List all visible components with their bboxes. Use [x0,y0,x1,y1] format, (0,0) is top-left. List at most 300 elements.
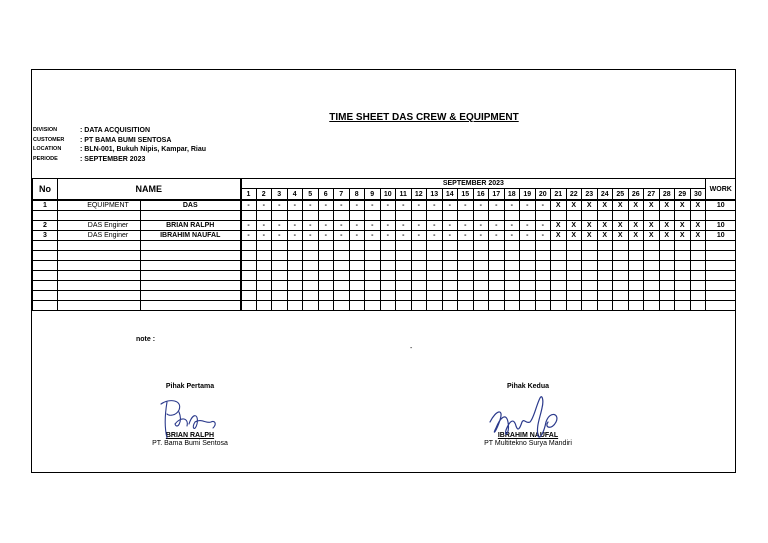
day-cell: - [303,231,319,241]
day-cell [318,241,334,251]
day-cell [535,281,551,291]
day-cell [318,261,334,271]
day-cell [551,271,567,281]
day-cell [303,261,319,271]
day-cell [303,211,319,221]
day-header: 9 [365,189,381,200]
day-header: 5 [303,189,319,200]
day-cell [597,261,613,271]
day-cell: - [396,221,412,231]
day-cell [256,271,272,281]
day-cell: - [303,200,319,211]
day-cell [613,241,629,251]
day-cell [318,291,334,301]
day-cell: X [597,231,613,241]
day-cell [427,251,443,261]
row-work [706,241,736,251]
row-role: EQUIPMENT [58,200,141,211]
info-value: : DATA ACQUISITION [80,127,150,134]
day-cell: - [489,200,505,211]
day-cell [659,251,675,261]
day-cell: X [551,200,567,211]
day-cell [287,241,303,251]
day-cell [365,251,381,261]
day-cell [551,291,567,301]
day-header: 25 [613,189,629,200]
day-cell: X [675,200,691,211]
day-cell: - [272,231,288,241]
row-role [58,271,141,281]
row-no [33,211,58,221]
day-cell: X [566,231,582,241]
day-cell: - [427,221,443,231]
day-cell [365,281,381,291]
row-role: DAS Enginer [58,231,141,241]
day-cell [396,211,412,221]
row-name [141,271,241,281]
row-no: 2 [33,221,58,231]
day-cell [272,281,288,291]
day-cell [520,301,536,311]
day-cell: - [442,200,458,211]
day-cell [303,281,319,291]
day-cell [365,211,381,221]
day-cell [520,261,536,271]
row-work [706,301,736,311]
day-cell [458,251,474,261]
document-title: TIME SHEET DAS CREW & EQUIPMENT [329,112,519,123]
day-cell [690,281,706,291]
column-header-name: NAME [58,179,241,201]
day-cell: X [551,221,567,231]
day-header: 20 [535,189,551,200]
day-cell [659,211,675,221]
day-cell [628,291,644,301]
day-cell [566,281,582,291]
day-header: 26 [628,189,644,200]
day-cell [551,281,567,291]
day-cell: - [535,231,551,241]
day-header: 22 [566,189,582,200]
day-cell: - [489,231,505,241]
day-cell [411,271,427,281]
day-cell [334,251,350,261]
day-cell [411,241,427,251]
day-cell: - [365,200,381,211]
day-cell [272,301,288,311]
day-cell [396,291,412,301]
day-cell: X [582,221,598,231]
day-cell [349,301,365,311]
day-cell: X [566,200,582,211]
row-name: DAS [141,200,241,211]
day-cell [241,241,257,251]
day-cell [597,251,613,261]
info-row-division [33,126,206,136]
day-cell [349,241,365,251]
day-cell [411,291,427,301]
note-label: note : [136,336,156,343]
day-cell [520,211,536,221]
signature-brian-image [155,394,225,442]
day-cell [644,281,660,291]
day-cell: - [241,200,257,211]
day-cell [675,271,691,281]
day-cell [489,261,505,271]
day-cell: - [365,221,381,231]
day-cell [473,271,489,281]
day-cell [613,211,629,221]
day-cell: - [458,200,474,211]
day-cell [535,261,551,271]
row-no [33,261,58,271]
row-work [706,271,736,281]
day-cell [659,241,675,251]
day-cell [256,291,272,301]
row-role [58,251,141,261]
day-cell [582,211,598,221]
day-cell: - [411,231,427,241]
day-cell [303,241,319,251]
day-cell [349,211,365,221]
day-cell [287,261,303,271]
day-cell: - [504,200,520,211]
table-row [33,261,736,271]
day-cell [241,271,257,281]
day-cell: X [690,221,706,231]
day-cell [628,261,644,271]
day-cell: - [318,221,334,231]
day-cell [644,301,660,311]
day-cell [256,241,272,251]
day-cell: X [597,221,613,231]
day-header: 18 [504,189,520,200]
day-cell [458,261,474,271]
info-label: LOCATION [33,146,62,153]
day-cell [504,291,520,301]
day-cell [365,271,381,281]
day-cell [582,251,598,261]
day-cell [380,281,396,291]
day-cell [690,241,706,251]
day-header: 6 [318,189,334,200]
day-cell [520,241,536,251]
day-cell [303,271,319,281]
row-no [33,271,58,281]
table-row [33,231,736,241]
day-cell: X [597,200,613,211]
day-cell [535,271,551,281]
day-cell: - [256,221,272,231]
day-cell: - [458,221,474,231]
day-cell [551,241,567,251]
day-cell [597,241,613,251]
info-row-customer [33,136,206,146]
day-cell [551,261,567,271]
day-cell [334,241,350,251]
day-cell [427,291,443,301]
day-cell: - [411,200,427,211]
day-cell [659,271,675,281]
day-cell: - [256,200,272,211]
info-label: CUSTOMER [33,136,65,143]
day-cell [504,281,520,291]
column-header-month: SEPTEMBER 2023 [241,179,706,189]
day-cell [535,241,551,251]
day-cell [582,301,598,311]
day-cell [365,241,381,251]
day-cell [272,291,288,301]
day-cell: X [690,231,706,241]
signature-company: PT Multitekno Surya Mandiri [484,440,572,447]
day-cell [427,281,443,291]
info-label: PERIODE [33,155,58,162]
day-cell: X [613,200,629,211]
day-cell [504,211,520,221]
day-cell [597,281,613,291]
day-header: 29 [675,189,691,200]
day-cell [458,241,474,251]
day-cell [473,241,489,251]
day-cell [380,211,396,221]
day-cell [675,261,691,271]
day-cell [613,301,629,311]
day-cell [489,301,505,311]
day-cell [287,301,303,311]
day-cell: X [659,231,675,241]
day-cell [613,281,629,291]
day-cell [458,291,474,301]
day-cell [675,301,691,311]
day-cell: X [582,231,598,241]
day-cell: X [659,221,675,231]
day-cell [628,281,644,291]
day-cell: - [334,221,350,231]
day-cell [303,251,319,261]
day-cell [520,271,536,281]
day-cell [628,251,644,261]
day-header: 11 [396,189,412,200]
table-row [33,281,736,291]
signature-name: BRIAN RALPH [165,432,215,439]
day-cell [396,261,412,271]
row-role [58,301,141,311]
column-header-work: WORK [706,179,736,201]
day-header: 7 [334,189,350,200]
day-header: 1 [241,189,257,200]
info-value: : PT BAMA BUMI SENTOSA [80,136,172,144]
day-cell: - [442,231,458,241]
day-cell: - [473,231,489,241]
day-header: 4 [287,189,303,200]
day-cell [442,291,458,301]
day-cell: - [272,221,288,231]
row-work: 10 [706,221,736,231]
day-cell [458,271,474,281]
day-cell [566,271,582,281]
row-work [706,251,736,261]
day-cell [380,271,396,281]
day-cell [597,291,613,301]
day-cell [597,211,613,221]
day-cell [241,251,257,261]
day-cell [365,261,381,271]
row-work [706,211,736,221]
day-cell [473,281,489,291]
table-row [33,221,736,231]
signature-title: Pihak Kedua [506,383,549,390]
day-cell [334,211,350,221]
day-cell [411,261,427,271]
table-row [33,241,736,251]
row-work: 10 [706,200,736,211]
day-cell: X [675,231,691,241]
day-cell [427,211,443,221]
day-header: 12 [411,189,427,200]
row-work [706,291,736,301]
timesheet-table [32,178,736,311]
day-cell: - [489,221,505,231]
day-cell: - [396,200,412,211]
day-cell: - [287,221,303,231]
day-cell [566,251,582,261]
day-header: 2 [256,189,272,200]
day-cell [349,261,365,271]
day-cell [520,251,536,261]
day-cell [380,251,396,261]
day-cell [504,251,520,261]
row-name [141,251,241,261]
day-header: 16 [473,189,489,200]
row-work [706,281,736,291]
day-cell [628,301,644,311]
day-cell: - [256,231,272,241]
day-cell [380,301,396,311]
day-cell: X [690,200,706,211]
day-cell: - [287,231,303,241]
day-cell [380,291,396,301]
day-header: 19 [520,189,536,200]
day-cell [644,251,660,261]
day-cell [644,291,660,301]
day-cell [272,211,288,221]
day-cell [442,261,458,271]
day-cell [628,211,644,221]
day-cell [427,241,443,251]
day-cell [442,241,458,251]
day-cell [535,211,551,221]
day-cell [613,291,629,301]
row-no: 1 [33,200,58,211]
day-cell [380,241,396,251]
day-cell: - [334,200,350,211]
day-cell: - [473,200,489,211]
day-cell: - [365,231,381,241]
day-cell [287,211,303,221]
day-cell [318,211,334,221]
day-cell: X [613,231,629,241]
day-cell [675,281,691,291]
day-cell [442,301,458,311]
day-cell [489,271,505,281]
row-no [33,241,58,251]
day-cell: - [318,231,334,241]
day-header: 8 [349,189,365,200]
day-cell [582,271,598,281]
day-cell [504,241,520,251]
day-header: 10 [380,189,396,200]
day-cell: - [411,221,427,231]
day-cell [241,211,257,221]
day-cell: - [520,231,536,241]
info-row-periode [33,155,206,165]
day-cell [365,301,381,311]
day-cell [690,261,706,271]
day-cell [644,241,660,251]
day-cell [318,271,334,281]
day-cell [442,211,458,221]
day-cell [659,301,675,311]
day-cell: - [427,231,443,241]
day-cell: X [628,231,644,241]
day-cell [427,301,443,311]
day-cell [659,281,675,291]
column-header-no: No [33,179,58,201]
day-cell [690,211,706,221]
day-cell: - [520,221,536,231]
row-role [58,281,141,291]
day-cell: X [582,200,598,211]
day-cell [566,261,582,271]
day-cell [334,261,350,271]
row-no [33,251,58,261]
day-cell [535,251,551,261]
day-cell [504,261,520,271]
day-cell [427,261,443,271]
day-cell: X [644,231,660,241]
day-cell [365,291,381,301]
note-dash: - [410,345,413,352]
day-cell [582,291,598,301]
day-header: 24 [597,189,613,200]
day-cell [644,271,660,281]
day-cell [287,291,303,301]
day-cell [613,251,629,261]
day-cell: - [241,221,257,231]
day-cell [535,301,551,311]
day-cell [473,291,489,301]
day-header: 15 [458,189,474,200]
day-cell [613,271,629,281]
day-header: 21 [551,189,567,200]
day-header: 3 [272,189,288,200]
day-cell: - [272,200,288,211]
day-cell [411,301,427,311]
info-block [33,126,206,164]
day-cell [442,251,458,261]
day-cell [675,291,691,301]
day-cell [334,291,350,301]
day-cell [628,241,644,251]
day-cell [690,271,706,281]
day-cell [287,281,303,291]
day-cell [272,251,288,261]
day-cell [396,271,412,281]
day-cell [597,301,613,311]
day-header: 13 [427,189,443,200]
day-cell [582,241,598,251]
day-cell [566,211,582,221]
